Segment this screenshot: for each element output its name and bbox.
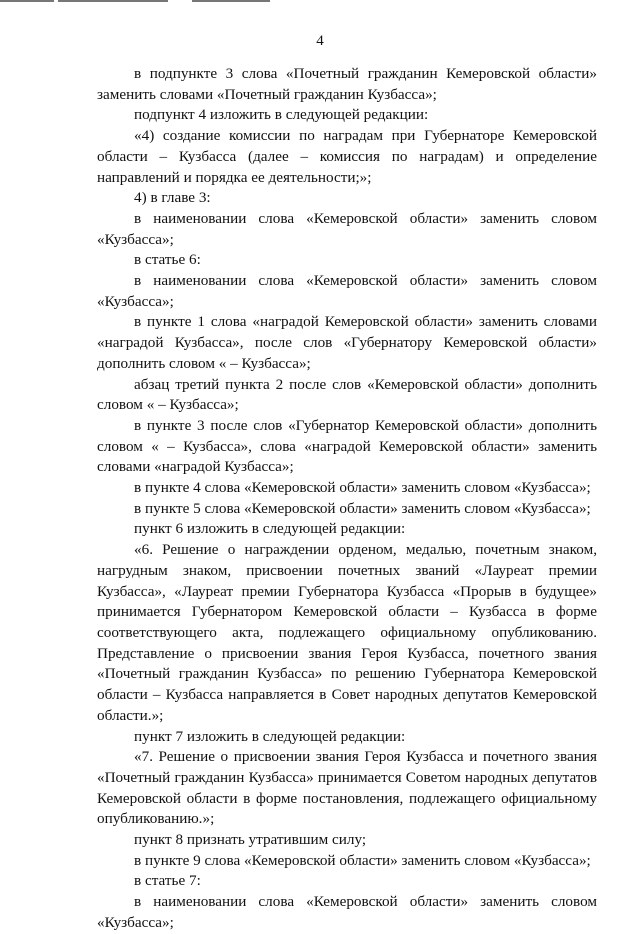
page-number: 4 [316, 33, 324, 49]
document-body [97, 64, 597, 934]
paragraph: в пункте 4 слова «Кемеровской области» заменить словом «Кузбасса»; [134, 479, 591, 497]
paragraph: в пункте 9 слова «Кемеровской области» заменить словом «Кузбасса»; [134, 851, 591, 869]
paragraph: в пункте 1 слова «наградой Кемеровской области» заменить словами «наградой Кузбасса», после слов «Губернатору Кемеровской области» дополнить словом « – Кузбасса»; [97, 313, 597, 372]
scan-edge-line [58, 0, 168, 2]
paragraph: в наименовании слова «Кемеровской области» заменить словом «Кузбасса»; [97, 893, 597, 931]
paragraph: пункт 7 изложить в следующей редакции: [134, 727, 406, 745]
paragraph: абзац третий пункта 2 после слов «Кемеровской области» дополнить словом « – Кузбасса»; [97, 375, 597, 414]
paragraph: в подпункте 3 слова «Почетный гражданин Кемеровской области» заменить словами «Почетный гражданин Кузбасса»; [97, 65, 597, 103]
paragraph: «7. Решение о присвоении звания Героя Кузбасса и почетного звания «Почетный гражданин Кузбасса» принимается Советом народных депутатов Кемеровской области в форме постановления, подлежащего официальному опубликованию.»; [97, 748, 597, 828]
paragraph: «6. Решение о награждении орденом, медалью, почетным знаком, нагрудным знаком, присвоении почетных званий «Лауреат премии Кузбасса», «Лауреат премии Губернатора Кузбасса «Прорыв в будущее» принимается Губернатором Кемеровской области – Кузбасса в форме соответствующего акта, подлежащего официальному опубликованию. Представление о присвоении звания Героя Кузбасса, почетного звания «Почетный гражданин Кузбасса» по решению Губернатора Кемеровской области – Кузбасса направляется в Совет народных депутатов Кемеровской области.»; [97, 541, 597, 724]
paragraph: пункт 6 изложить в следующей редакции: [134, 520, 406, 538]
paragraph: в наименовании слова «Кемеровской области» заменить словом «Кузбасса»; [97, 272, 597, 310]
scan-edge-line [0, 0, 54, 2]
paragraph: в статье 6: [134, 251, 201, 269]
paragraph: в наименовании слова «Кемеровской области» заменить словом «Кузбасса»; [97, 209, 597, 248]
paragraph: 4) в главе 3: [134, 189, 211, 207]
paragraph: в пункте 3 после слов «Губернатор Кемеровской области» дополнить словом « – Кузбасса», слова «наградой Кемеровской области» заменить словами «наградой Кузбасса»; [97, 416, 597, 476]
paragraph: «4) создание комиссии по наградам при Губернаторе Кемеровской области – Кузбасса (далее – комиссия по наградам) и определение направлений и порядка ее деятельности;»; [97, 127, 597, 186]
paragraph: в пункте 5 слова «Кемеровской области» заменить словом «Кузбасса»; [134, 499, 591, 517]
paragraph: пункт 8 признать утратившим силу; [134, 831, 367, 849]
paragraph: подпункт 4 изложить в следующей редакции: [134, 106, 429, 124]
paragraph: в статье 7: [134, 872, 201, 890]
scan-edge-line [192, 0, 270, 2]
